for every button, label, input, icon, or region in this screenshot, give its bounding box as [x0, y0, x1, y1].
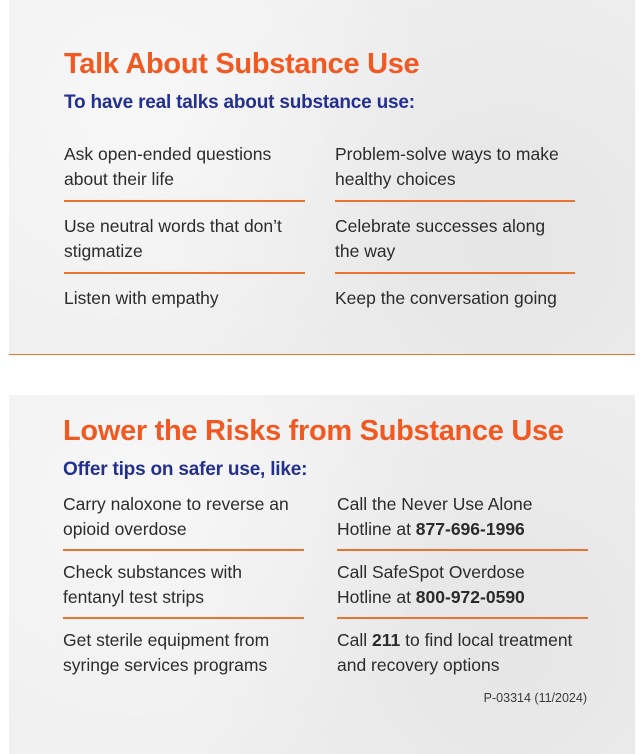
publication-code: P-03314 (11/2024) — [483, 691, 587, 705]
tip-neutral-words: Use neutral words that don’t stigmatize — [64, 216, 282, 261]
divider — [64, 200, 305, 202]
tip-problem-solve: Problem-solve ways to make healthy choices — [335, 144, 559, 189]
risks-subtitle: Offer tips on safer use, like: — [63, 459, 308, 480]
tip-never-use-alone: Call the Never Use Alone Hotline at 877-696-1996 — [337, 494, 533, 539]
number-211: 211 — [372, 630, 401, 650]
tip-celebrate: Celebrate successes along the way — [335, 216, 546, 261]
tip-call-211: Call 211 to find local treatment and recovery options — [337, 630, 573, 675]
tip-ask-questions: Ask open-ended questions about their life — [64, 144, 272, 189]
hotline-number: 877-696-1996 — [415, 519, 525, 539]
tip-keep-going: Keep the conversation going — [335, 288, 557, 308]
divider — [64, 272, 305, 274]
divider — [337, 549, 588, 551]
divider — [335, 272, 575, 274]
divider — [335, 200, 575, 202]
risks-title: Lower the Risks from Substance Use — [63, 415, 564, 447]
tip-sterile-equipment: Get sterile equipment from syringe services programs — [63, 630, 270, 675]
talk-title: Talk About Substance Use — [64, 48, 420, 80]
divider — [337, 617, 588, 619]
talk-card — [9, 0, 635, 355]
divider — [63, 617, 304, 619]
tip-test-strips: Check substances with fentanyl test strips — [63, 562, 242, 607]
risks-card — [9, 395, 635, 754]
tip-safespot: Call SafeSpot Overdose Hotline at 800-972-0590 — [337, 562, 525, 607]
talk-subtitle: To have real talks about substance use: — [64, 92, 415, 113]
tip-listen-empathy: Listen with empathy — [64, 288, 219, 308]
tip-naloxone: Carry naloxone to reverse an opioid overdose — [63, 494, 289, 539]
hotline-number: 800-972-0590 — [415, 587, 525, 607]
divider — [63, 549, 304, 551]
